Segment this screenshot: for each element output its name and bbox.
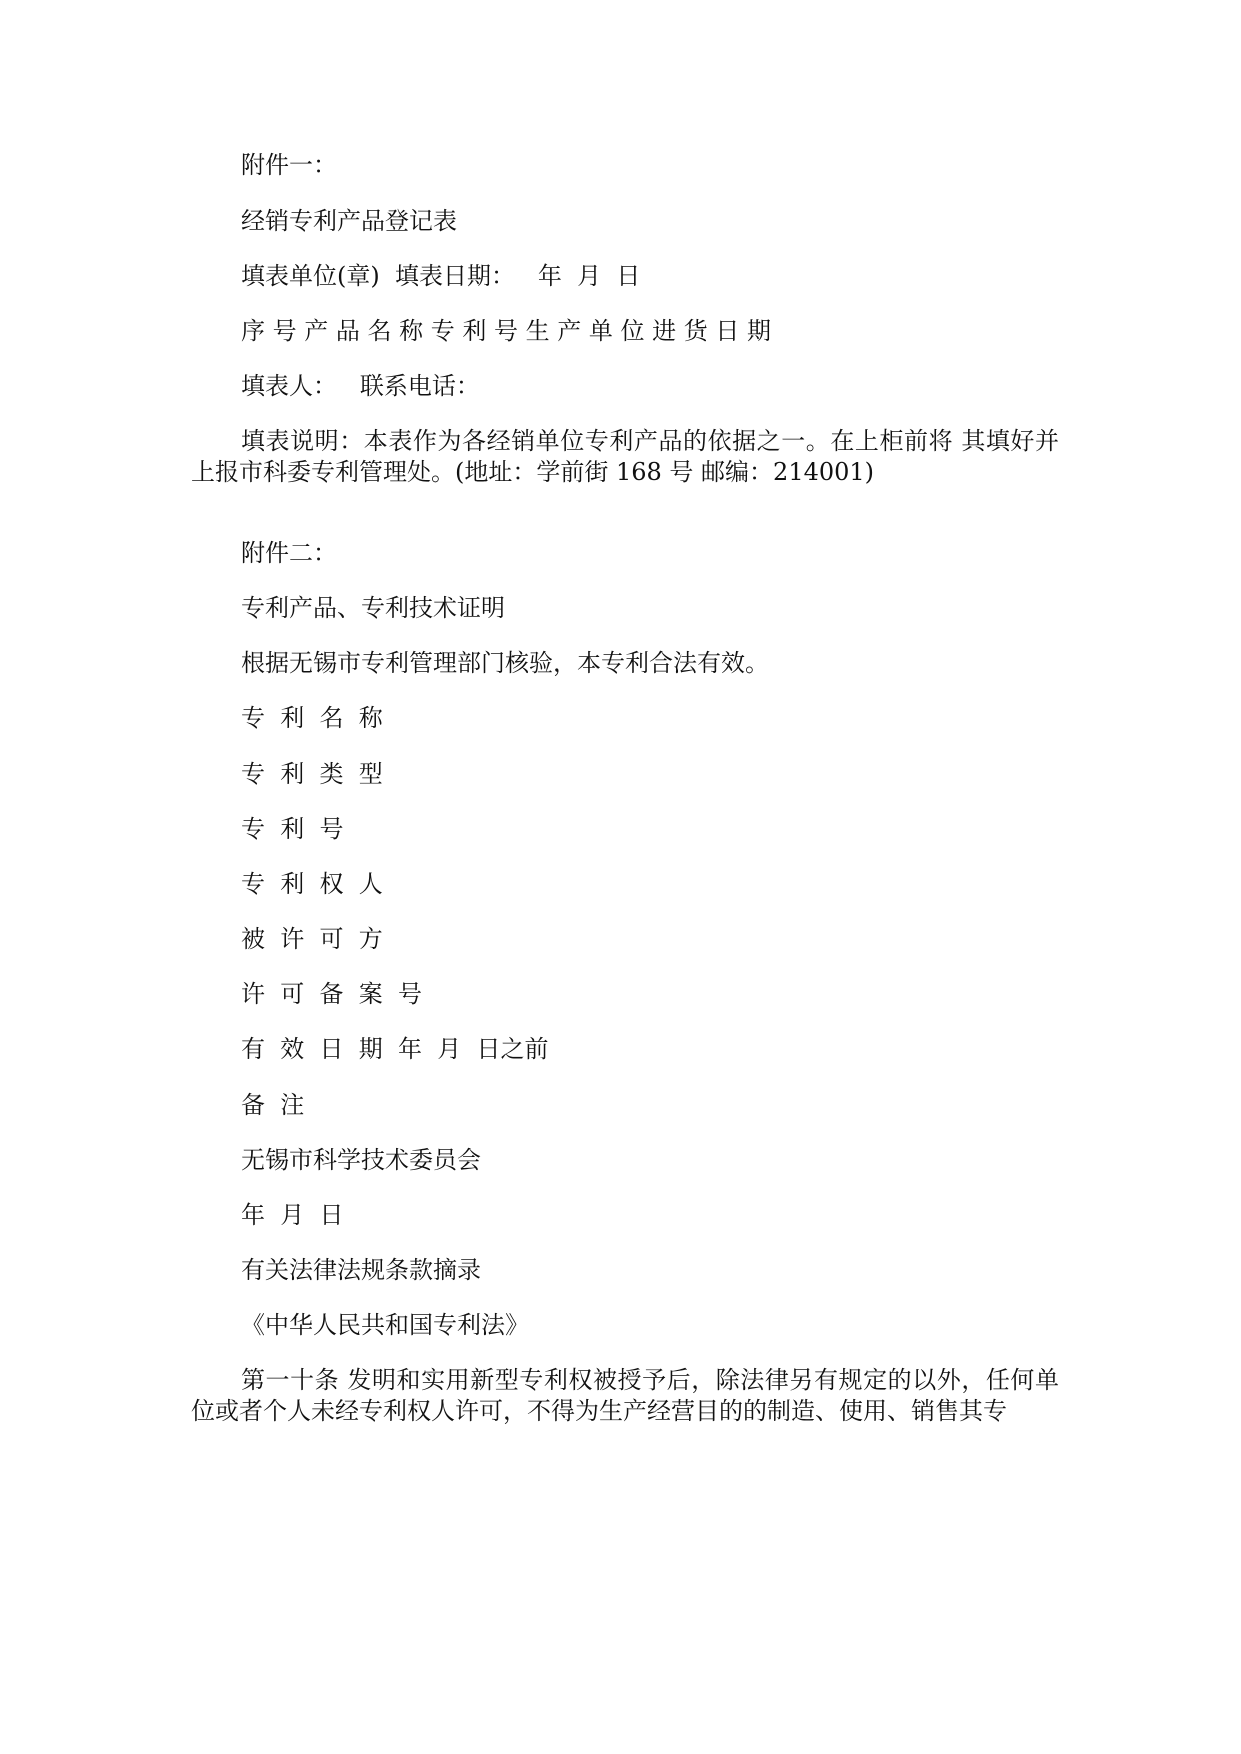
law-title: 《中华人民共和国专利法》 <box>241 1311 529 1339</box>
field-remarks: 备 注 <box>241 1091 305 1119</box>
certificate-title: 专利产品、专利技术证明 <box>241 594 505 622</box>
form-unit-date-line: 填表单位(章) 填表日期： 年 月 日 <box>241 262 641 290</box>
field-patent-type: 专 利 类 型 <box>241 760 383 788</box>
field-valid-date: 有 效 日 期 年 月 日之前 <box>241 1035 549 1063</box>
form-filler-phone-line: 填表人： 联系电话： <box>241 372 480 400</box>
form-instructions: 填表说明：本表作为各经销单位专利产品的依据之一。在上柜前将 其填好并上报市科委专利管理处。(地址：学前街 168 号 邮编：214001) <box>191 427 1059 486</box>
field-licensee: 被 许 可 方 <box>241 925 383 953</box>
field-patent-name: 专 利 名 称 <box>241 704 383 732</box>
form-columns-line: 序 号 产 品 名 称 专 利 号 生 产 单 位 进 货 日 期 <box>241 317 772 345</box>
field-patent-number: 专 利 号 <box>241 815 344 843</box>
field-license-record-number: 许 可 备 案 号 <box>241 980 423 1008</box>
issue-date: 年 月 日 <box>241 1201 344 1229</box>
certificate-statement: 根据无锡市专利管理部门核验，本专利合法有效。 <box>241 649 769 677</box>
excerpt-heading: 有关法律法规条款摘录 <box>241 1256 481 1284</box>
field-patentee: 专 利 权 人 <box>241 870 383 898</box>
attachment-1-heading: 附件一： <box>241 151 337 179</box>
attachment-2-heading: 附件二： <box>241 539 337 567</box>
issuer-name: 无锡市科学技术委员会 <box>241 1146 481 1174</box>
article-10-text: 第一十条 发明和实用新型专利权被授予后，除法律另有规定的以外，任何单位或者个人未经专利权人许可，不得为生产经营目的的制造、使用、销售其专 <box>191 1366 1059 1425</box>
form-title: 经销专利产品登记表 <box>241 207 457 235</box>
